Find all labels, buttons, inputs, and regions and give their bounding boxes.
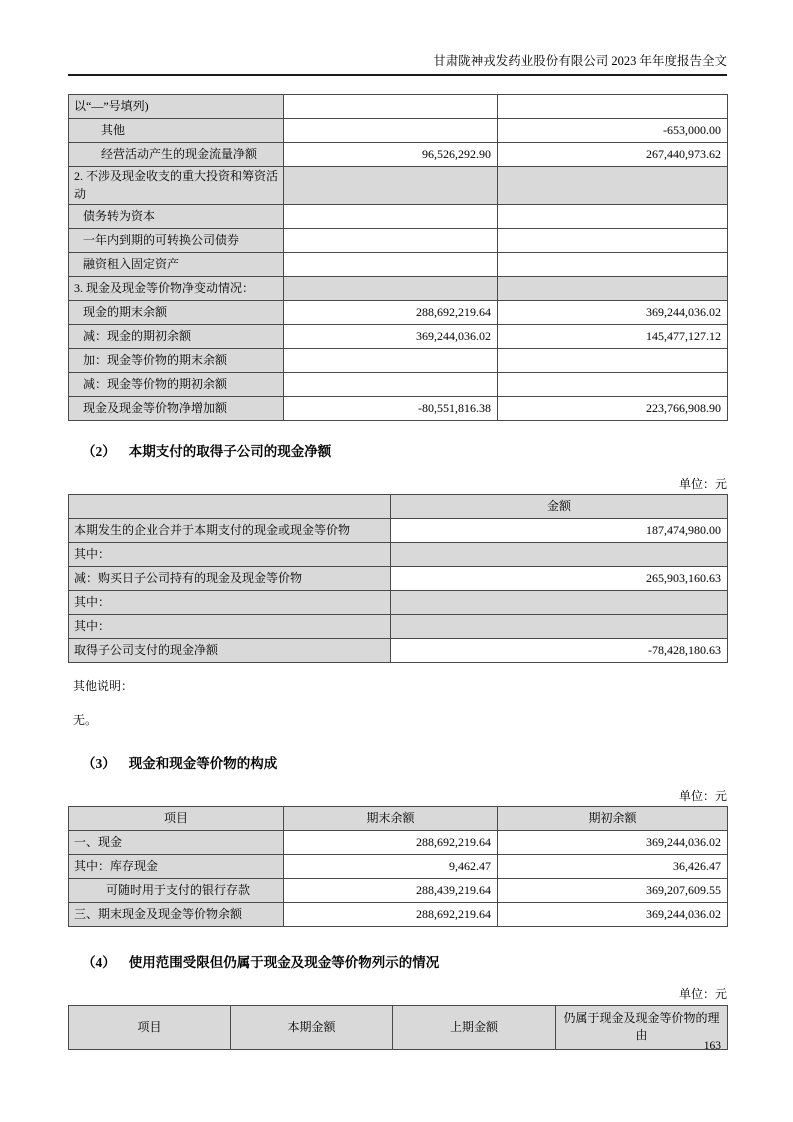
current-period-cell: 369,244,036.02 <box>284 325 498 349</box>
row-label-cell: 债务转为资本 <box>69 205 284 229</box>
row-label-cell: 其中：库存现金 <box>69 854 284 878</box>
subsidiary-cash-table <box>68 494 728 663</box>
section-heading-2 <box>82 443 727 461</box>
row-label-cell: 其他 <box>69 119 284 143</box>
table-row <box>69 878 728 902</box>
row-label-cell: 取得子公司支付的现金净额 <box>69 638 391 662</box>
report-header-title: 甘肃陇神戎发药业股份有限公司 2023 年年度报告全文 <box>433 54 727 68</box>
table-header-row <box>69 806 728 830</box>
beginning-balance-cell: 369,244,036.02 <box>498 902 728 926</box>
table-row <box>69 253 728 277</box>
current-amount-header-cell: 本期金额 <box>231 1005 393 1049</box>
prior-period-cell <box>498 205 728 229</box>
prior-period-cell <box>498 349 728 373</box>
row-label-cell: 三、期末现金及现金等价物余额 <box>69 902 284 926</box>
row-label-cell: 其中： <box>69 590 391 614</box>
prior-period-cell <box>498 167 728 205</box>
unit-label: 单位：元 <box>678 788 727 803</box>
ending-balance-cell: 288,439,219.64 <box>284 878 498 902</box>
amount-cell <box>391 542 728 566</box>
table-row <box>69 167 728 205</box>
prior-period-cell <box>498 95 728 119</box>
prior-period-cell <box>498 373 728 397</box>
beginning-balance-cell: 369,244,036.02 <box>498 830 728 854</box>
table-row <box>69 854 728 878</box>
page-content <box>68 0 727 1050</box>
ending-balance-header-cell: 期末余额 <box>284 806 498 830</box>
restricted-cash-table <box>68 1005 728 1050</box>
amount-cell <box>391 614 728 638</box>
table-row <box>69 638 728 662</box>
row-label-cell: 以“—”号填列) <box>69 95 284 119</box>
current-period-cell <box>284 119 498 143</box>
current-period-cell: 288,692,219.64 <box>284 301 498 325</box>
amount-cell <box>391 590 728 614</box>
table-row <box>69 518 728 542</box>
ending-balance-cell: 288,692,219.64 <box>284 830 498 854</box>
row-label-cell: 加：现金等价物的期末余额 <box>69 349 284 373</box>
row-label-cell: 现金及现金等价物净增加额 <box>69 397 284 421</box>
row-label-cell: 可随时用于支付的银行存款 <box>69 878 284 902</box>
section-title: 现金和现金等价物的构成 <box>128 755 278 771</box>
section-number: （3） <box>82 755 116 771</box>
table-row <box>69 590 728 614</box>
current-period-cell <box>284 205 498 229</box>
table-row <box>69 325 728 349</box>
ending-balance-cell: 9,462.47 <box>284 854 498 878</box>
section-heading-3 <box>82 755 727 773</box>
row-label-cell: 本期发生的企业合并于本期支付的现金或现金等价物 <box>69 518 391 542</box>
row-label-cell: 一、现金 <box>69 830 284 854</box>
table-row <box>69 614 728 638</box>
row-label-cell: 减：现金等价物的期初余额 <box>69 373 284 397</box>
row-label-cell: 2. 不涉及现金收支的重大投资和筹资活动 <box>69 167 284 205</box>
amount-cell: 265,903,160.63 <box>391 566 728 590</box>
row-label-cell: 减：现金的期初余额 <box>69 325 284 349</box>
current-period-cell: -80,551,816.38 <box>284 397 498 421</box>
current-period-cell <box>284 277 498 301</box>
prior-amount-header-cell: 上期金额 <box>393 1005 556 1049</box>
prior-period-cell: 145,477,127.12 <box>498 325 728 349</box>
item-header-cell: 项目 <box>69 806 284 830</box>
table-row <box>69 566 728 590</box>
row-label-cell: 其中： <box>69 614 391 638</box>
current-period-cell <box>284 253 498 277</box>
item-header-cell: 项目 <box>69 1005 231 1049</box>
table-row <box>69 902 728 926</box>
table-row <box>69 349 728 373</box>
table-row <box>69 277 728 301</box>
row-label-cell: 经营活动产生的现金流量净额 <box>69 143 284 167</box>
current-period-cell <box>284 95 498 119</box>
row-label-cell: 3. 现金及现金等价物净变动情况： <box>69 277 284 301</box>
other-note-text: 无。 <box>73 712 98 727</box>
section-number: （4） <box>82 954 116 970</box>
table-header-row <box>69 1005 728 1049</box>
table-row <box>69 119 728 143</box>
amount-cell: 187,474,980.00 <box>391 518 728 542</box>
current-period-cell <box>284 373 498 397</box>
section-heading-4 <box>82 954 727 972</box>
ending-balance-cell: 288,692,219.64 <box>284 902 498 926</box>
table-row <box>69 542 728 566</box>
other-note-label: 其他说明： <box>73 678 134 693</box>
row-label-cell: 现金的期末余额 <box>69 301 284 325</box>
section-title: 使用范围受限但仍属于现金及现金等价物列示的情况 <box>128 954 440 970</box>
current-period-cell <box>284 167 498 205</box>
beginning-balance-cell: 369,207,609.55 <box>498 878 728 902</box>
section-number: （2） <box>82 444 116 460</box>
reason-header-cell: 仍属于现金及现金等价物的理由 <box>556 1005 728 1049</box>
prior-period-cell <box>498 229 728 253</box>
beginning-balance-cell: 36,426.47 <box>498 854 728 878</box>
prior-period-cell <box>498 253 728 277</box>
section-title: 本期支付的取得子公司的现金净额 <box>128 444 332 460</box>
row-label-cell: 一年内到期的可转换公司债券 <box>69 229 284 253</box>
prior-period-cell: 223,766,908.90 <box>498 397 728 421</box>
cash-composition-table <box>68 806 728 927</box>
prior-period-cell: 267,440,973.62 <box>498 143 728 167</box>
current-period-cell: 96,526,292.90 <box>284 143 498 167</box>
current-period-cell <box>284 229 498 253</box>
prior-period-cell: 369,244,036.02 <box>498 301 728 325</box>
current-period-cell <box>284 349 498 373</box>
unit-label: 单位：元 <box>678 987 727 1002</box>
amount-header-cell: 金额 <box>391 494 728 518</box>
table-row <box>69 95 728 119</box>
table-row <box>69 301 728 325</box>
beginning-balance-header-cell: 期初余额 <box>498 806 728 830</box>
table-row <box>69 397 728 421</box>
table-row <box>69 205 728 229</box>
page-number: 163 <box>703 1040 721 1052</box>
prior-period-cell: -653,000.00 <box>498 119 728 143</box>
table-row <box>69 830 728 854</box>
report-header <box>68 0 727 76</box>
row-label-cell: 融资租入固定资产 <box>69 253 284 277</box>
table-row <box>69 373 728 397</box>
unit-label: 单位：元 <box>678 476 727 491</box>
row-label-cell: 其中： <box>69 542 391 566</box>
table-row <box>69 143 728 167</box>
table-header-row <box>69 494 728 518</box>
row-label-cell: 减：购买日子公司持有的现金及现金等价物 <box>69 566 391 590</box>
table-row <box>69 229 728 253</box>
blank-header-cell <box>69 494 391 518</box>
cash-flow-table <box>68 94 728 421</box>
amount-cell: -78,428,180.63 <box>391 638 728 662</box>
prior-period-cell <box>498 277 728 301</box>
